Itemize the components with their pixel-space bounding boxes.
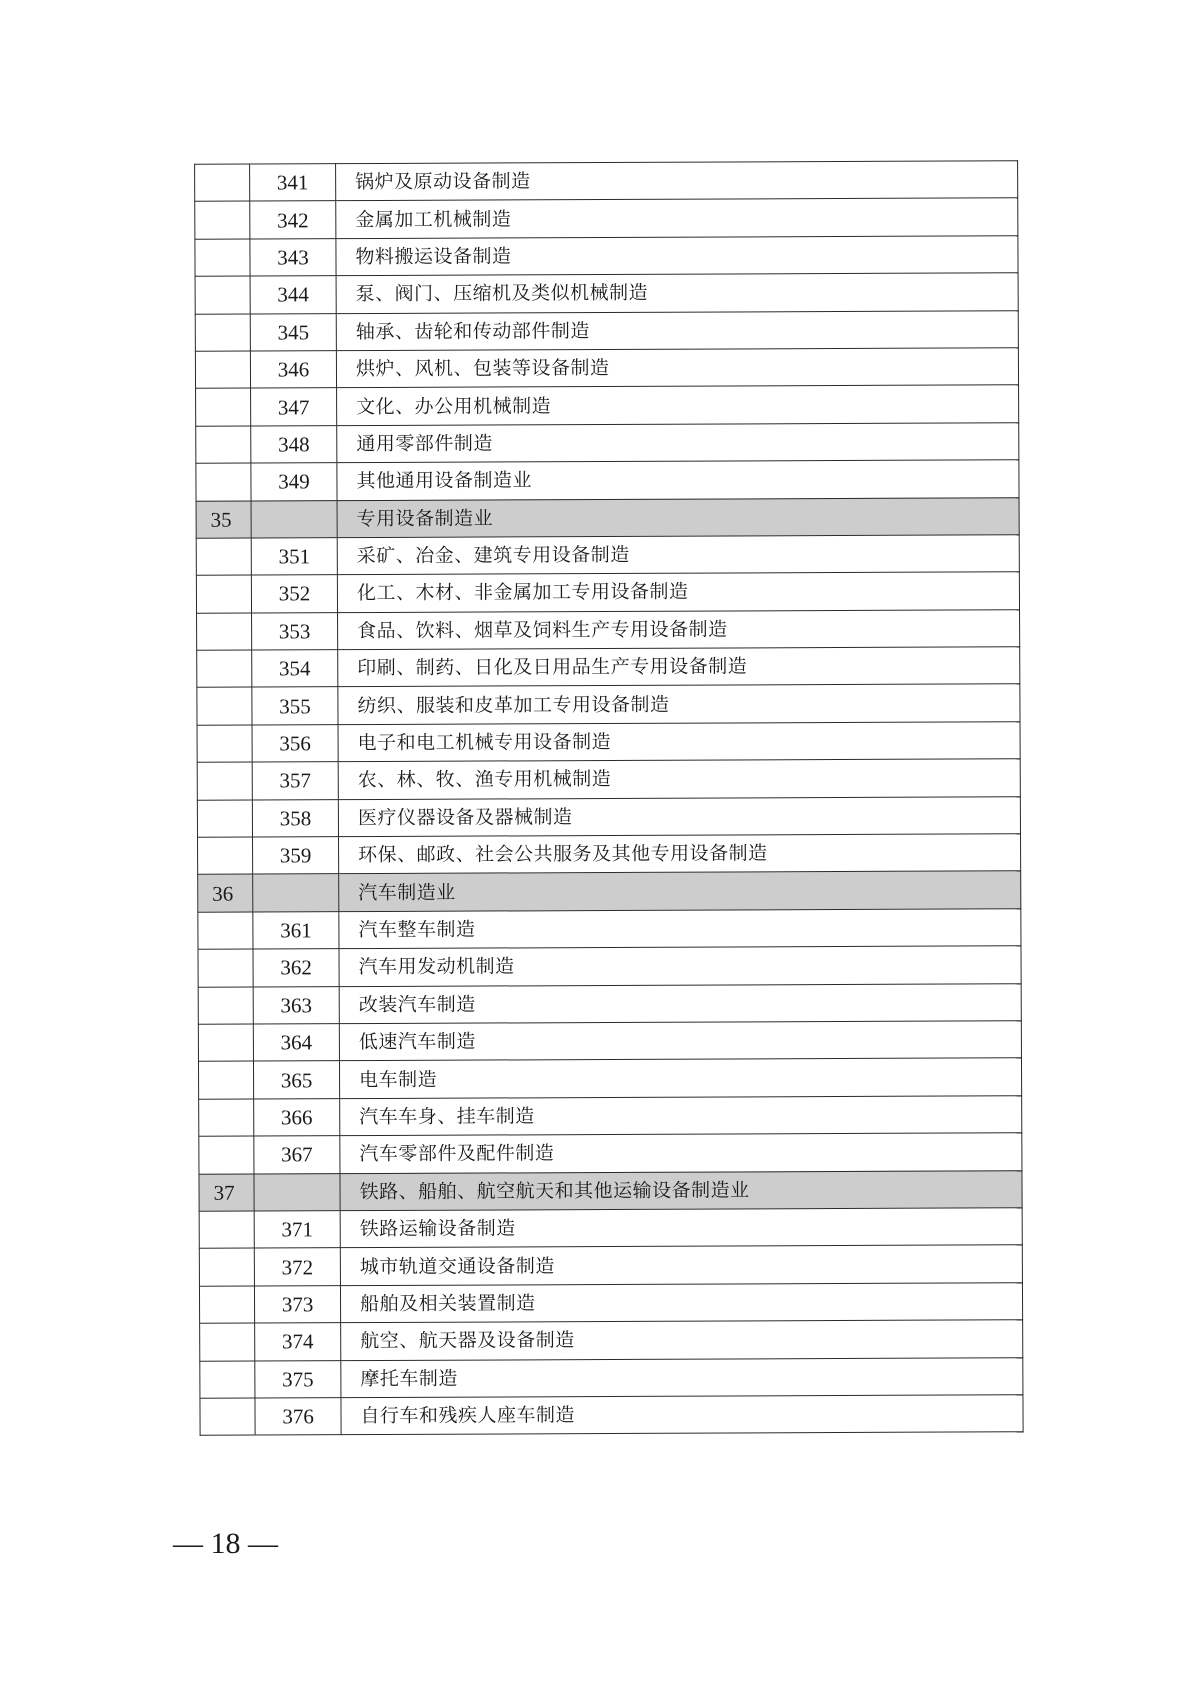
group-code-cell: 374	[255, 1323, 341, 1361]
group-code-cell: 345	[250, 313, 336, 351]
table-row	[200, 1395, 1023, 1436]
group-code-cell: 364	[253, 1024, 339, 1062]
category-name-cell: 化工、木材、非金属加工专用设备制造	[337, 572, 1019, 612]
table-row	[198, 983, 1021, 1024]
category-name-cell: 汽车制造业	[339, 871, 1021, 911]
category-name-cell: 城市轨道交通设备制造	[340, 1245, 1022, 1285]
table-row	[198, 1021, 1021, 1062]
major-code-cell: 37	[199, 1174, 254, 1212]
major-code-cell	[196, 426, 251, 464]
major-code-cell	[197, 688, 252, 726]
major-code-cell	[195, 164, 250, 202]
group-code-cell: 376	[255, 1398, 341, 1436]
table-row	[199, 1133, 1022, 1174]
group-code-cell: 365	[253, 1061, 339, 1099]
group-code-cell: 353	[252, 612, 338, 650]
category-name-cell: 自行车和残疾人座车制造	[341, 1395, 1023, 1435]
category-name-cell: 汽车用发动机制造	[339, 946, 1021, 986]
major-code-cell	[198, 912, 253, 950]
major-code-cell	[196, 388, 251, 426]
major-code-cell	[199, 1211, 254, 1249]
category-name-cell: 汽车零部件及配件制造	[340, 1133, 1022, 1173]
table-row	[196, 460, 1019, 501]
major-code-cell	[197, 725, 252, 763]
group-code-cell: 341	[250, 164, 336, 202]
major-code-cell	[198, 987, 253, 1025]
table-row	[196, 422, 1019, 463]
major-code-cell	[195, 314, 250, 352]
group-code-cell: 359	[253, 837, 339, 875]
category-name-cell: 文化、办公用机械制造	[337, 385, 1019, 425]
category-name-cell: 电车制造	[339, 1058, 1021, 1098]
category-name-cell: 摩托车制造	[341, 1357, 1023, 1397]
category-name-cell: 铁路、船舶、航空航天和其他运输设备制造业	[340, 1170, 1022, 1210]
major-code-cell	[199, 1099, 254, 1137]
category-name-cell: 铁路运输设备制造	[340, 1208, 1022, 1248]
major-code-cell	[196, 538, 251, 576]
table-row	[197, 684, 1020, 725]
category-name-cell: 纺织、服装和皮革加工专用设备制造	[338, 684, 1020, 724]
table-row	[199, 1095, 1022, 1136]
industry-code-table	[194, 160, 1024, 1436]
group-code-cell: 375	[255, 1360, 341, 1398]
category-name-cell: 轴承、齿轮和传动部件制造	[336, 310, 1018, 350]
category-name-cell: 改装汽车制造	[339, 983, 1021, 1023]
group-code-cell: 344	[250, 276, 336, 314]
category-name-cell: 金属加工机械制造	[336, 198, 1018, 238]
group-code-cell: 357	[252, 762, 338, 800]
table-row	[197, 796, 1020, 837]
category-name-cell: 船舶及相关装置制造	[340, 1282, 1022, 1322]
category-name-cell: 环保、邮政、社会公共服务及其他专用设备制造	[339, 834, 1021, 874]
group-code-cell: 348	[251, 425, 337, 463]
major-code-cell	[198, 949, 253, 987]
category-name-cell: 其他通用设备制造业	[337, 460, 1019, 500]
group-code-cell: 343	[250, 238, 336, 276]
category-name-cell: 泵、阀门、压缩机及类似机械制造	[336, 273, 1018, 313]
major-code-cell	[197, 762, 252, 800]
major-code-cell	[195, 276, 250, 314]
table-row	[195, 235, 1018, 276]
major-code-cell	[200, 1323, 255, 1361]
group-code-cell: 361	[253, 911, 339, 949]
category-name-cell: 通用零部件制造	[337, 422, 1019, 462]
major-code-cell	[197, 613, 252, 651]
major-code-cell: 36	[198, 874, 253, 912]
table-row	[197, 759, 1020, 800]
major-code-cell	[195, 239, 250, 277]
major-code-cell	[198, 837, 253, 875]
table-row	[196, 535, 1019, 576]
table-row	[196, 572, 1019, 613]
table-body	[195, 161, 1024, 1436]
table-row	[198, 834, 1021, 875]
group-code-cell: 371	[254, 1211, 340, 1249]
category-name-cell: 烘炉、风机、包装等设备制造	[336, 348, 1018, 388]
table-row	[195, 198, 1018, 239]
document-page-content	[194, 160, 1023, 1509]
table-row	[196, 385, 1019, 426]
group-code-cell: 356	[252, 725, 338, 763]
major-code-cell	[199, 1248, 254, 1286]
major-category-row	[199, 1170, 1022, 1211]
major-code-cell	[200, 1361, 255, 1399]
major-code-cell	[196, 463, 251, 501]
table-row	[197, 609, 1020, 650]
category-name-cell: 电子和电工机械专用设备制造	[338, 722, 1020, 762]
table-row	[198, 909, 1021, 950]
table-row	[199, 1208, 1022, 1249]
major-category-row	[196, 497, 1019, 538]
major-code-cell	[199, 1286, 254, 1324]
major-code-cell	[197, 800, 252, 838]
category-name-cell: 采矿、冶金、建筑专用设备制造	[337, 535, 1019, 575]
group-code-cell: 367	[254, 1136, 340, 1174]
category-name-cell: 物料搬运设备制造	[336, 235, 1018, 275]
major-code-cell	[196, 575, 251, 613]
major-code-cell	[198, 1024, 253, 1062]
table-row	[200, 1320, 1023, 1361]
group-code-cell: 372	[254, 1248, 340, 1286]
group-code-cell: 366	[254, 1098, 340, 1136]
major-code-cell	[200, 1398, 255, 1436]
major-code-cell	[195, 201, 250, 239]
group-code-cell	[254, 1173, 340, 1211]
group-code-cell: 358	[252, 799, 338, 837]
group-code-cell: 346	[250, 351, 336, 389]
category-name-cell: 锅炉及原动设备制造	[336, 161, 1018, 201]
group-code-cell: 347	[251, 388, 337, 426]
group-code-cell: 351	[251, 538, 337, 576]
table-row	[200, 1357, 1023, 1398]
group-code-cell: 355	[252, 687, 338, 725]
category-name-cell: 汽车车身、挂车制造	[340, 1095, 1022, 1135]
group-code-cell: 354	[252, 650, 338, 688]
table-row	[197, 722, 1020, 763]
table-row	[195, 348, 1018, 389]
group-code-cell: 342	[250, 201, 336, 239]
table-row	[199, 1282, 1022, 1323]
major-code-cell	[197, 650, 252, 688]
category-name-cell: 专用设备制造业	[337, 497, 1019, 537]
group-code-cell: 363	[253, 986, 339, 1024]
category-name-cell: 印刷、制药、日化及日用品生产专用设备制造	[338, 647, 1020, 687]
major-code-cell: 35	[196, 501, 251, 539]
category-name-cell: 航空、航天器及设备制造	[341, 1320, 1023, 1360]
category-name-cell: 农、林、牧、渔专用机械制造	[338, 759, 1020, 799]
table-row	[195, 310, 1018, 351]
table-row	[198, 1058, 1021, 1099]
major-code-cell	[195, 351, 250, 389]
category-name-cell: 低速汽车制造	[339, 1021, 1021, 1061]
table-row	[198, 946, 1021, 987]
group-code-cell: 349	[251, 463, 337, 501]
group-code-cell	[251, 500, 337, 538]
table-row	[197, 647, 1020, 688]
group-code-cell: 373	[254, 1285, 340, 1323]
major-code-cell	[198, 1061, 253, 1099]
page-number: — 18 —	[173, 1527, 278, 1560]
table-row	[195, 161, 1018, 202]
category-name-cell: 食品、饮料、烟草及饲料生产专用设备制造	[338, 609, 1020, 649]
group-code-cell	[253, 874, 339, 912]
group-code-cell: 362	[253, 949, 339, 987]
major-code-cell	[199, 1136, 254, 1174]
category-name-cell: 汽车整车制造	[339, 909, 1021, 949]
group-code-cell: 352	[251, 575, 337, 613]
category-name-cell: 医疗仪器设备及器械制造	[338, 796, 1020, 836]
table-row	[195, 273, 1018, 314]
table-row	[199, 1245, 1022, 1286]
major-category-row	[198, 871, 1021, 912]
